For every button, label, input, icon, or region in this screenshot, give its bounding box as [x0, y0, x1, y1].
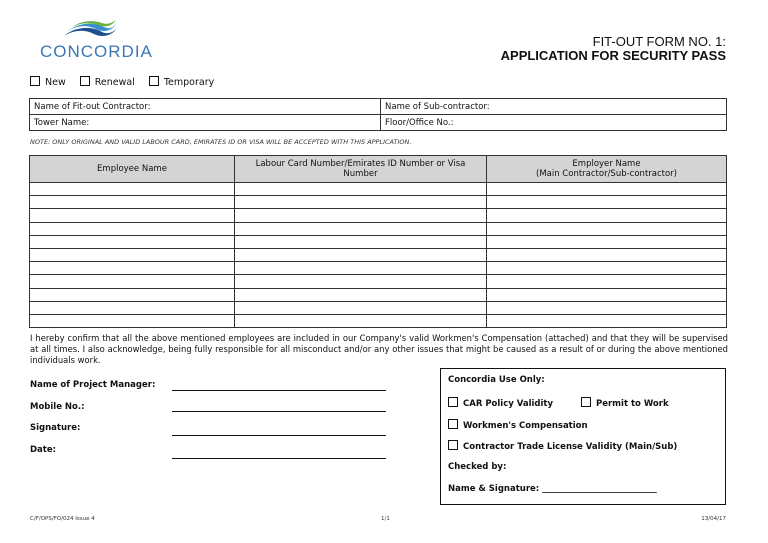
- id-number-cell[interactable]: [235, 262, 487, 275]
- type-option-temporary[interactable]: [149, 76, 214, 88]
- id-number-cell[interactable]: [235, 209, 487, 222]
- checkbox-icon[interactable]: [581, 397, 591, 407]
- id-number-cell[interactable]: [235, 288, 487, 301]
- table-row: [30, 301, 727, 314]
- employee-name-cell[interactable]: [30, 209, 235, 222]
- id-header-line2: Number: [343, 169, 378, 179]
- checkbox-icon[interactable]: [149, 76, 159, 86]
- issue-date: 13/04/17: [701, 516, 726, 522]
- concordia-use-box: [440, 368, 726, 505]
- table-row: [30, 209, 727, 222]
- checkbox-icon[interactable]: [448, 397, 458, 407]
- concordia-use-heading: Concordia Use Only:: [448, 375, 545, 385]
- employer-header-line1: Employer Name: [572, 159, 641, 169]
- employer-cell[interactable]: [487, 248, 727, 261]
- id-number-cell[interactable]: [235, 248, 487, 261]
- employer-name-header: [487, 156, 727, 183]
- table-row: [30, 262, 727, 275]
- trade-license-option[interactable]: [448, 440, 677, 452]
- id-number-cell[interactable]: [235, 275, 487, 288]
- id-number-cell[interactable]: [235, 235, 487, 248]
- employee-name-cell[interactable]: [30, 275, 235, 288]
- signature-input-line[interactable]: [172, 435, 386, 436]
- type-option-renewal[interactable]: [80, 76, 135, 88]
- name-signature-field[interactable]: Name & Signature: ___________________________: [448, 484, 657, 494]
- employer-cell[interactable]: [487, 275, 727, 288]
- table-row: [30, 288, 727, 301]
- employee-name-cell[interactable]: [30, 235, 235, 248]
- permit-option[interactable]: [581, 397, 669, 409]
- workmen-comp-option[interactable]: [448, 419, 588, 431]
- project-manager-input-line[interactable]: [172, 390, 386, 391]
- permit-label: Permit to Work: [596, 399, 669, 409]
- wave-logo-icon: [62, 20, 118, 42]
- employer-cell[interactable]: [487, 196, 727, 209]
- document-code: C/F/OPS/FO/024 Issue 4: [30, 516, 95, 522]
- table-row: [30, 222, 727, 235]
- car-policy-label: CAR Policy Validity: [463, 399, 554, 409]
- employee-name-cell[interactable]: [30, 248, 235, 261]
- checkbox-icon[interactable]: [30, 76, 40, 86]
- employer-cell[interactable]: [487, 314, 727, 327]
- employer-cell[interactable]: [487, 183, 727, 196]
- project-manager-label: Name of Project Manager:: [30, 380, 156, 390]
- id-number-cell[interactable]: [235, 314, 487, 327]
- employer-cell[interactable]: [487, 222, 727, 235]
- id-header-line1: Labour Card Number/Emirates ID Number or Visa: [255, 159, 466, 169]
- employee-name-cell[interactable]: [30, 314, 235, 327]
- logo-wordmark: CONCORDIA: [40, 42, 153, 61]
- mobile-input-line[interactable]: [172, 411, 386, 412]
- employee-name-header: Employee Name: [30, 156, 235, 183]
- fitout-contractor-field[interactable]: Name of Fit-out Contractor:: [30, 99, 381, 115]
- type-label: Temporary: [163, 77, 215, 88]
- checkbox-icon[interactable]: [448, 440, 458, 450]
- employer-cell[interactable]: [487, 262, 727, 275]
- type-label: Renewal: [94, 77, 135, 88]
- signature-label: Signature:: [30, 423, 81, 433]
- trade-license-label: Contractor Trade License Validity (Main/Sub): [463, 442, 678, 452]
- table-row: [30, 248, 727, 261]
- workmen-comp-label: Workmen's Compensation: [463, 421, 588, 431]
- id-number-cell[interactable]: [235, 196, 487, 209]
- sub-contractor-field[interactable]: Name of Sub-contractor:: [381, 99, 727, 115]
- type-label: New: [45, 77, 66, 88]
- table-row: [30, 235, 727, 248]
- table-row: [30, 183, 727, 196]
- car-policy-option[interactable]: [448, 397, 553, 409]
- id-number-header: [235, 156, 487, 183]
- checked-by-label: Checked by:: [448, 462, 507, 472]
- employer-cell[interactable]: [487, 288, 727, 301]
- table-row: [30, 275, 727, 288]
- employee-name-cell[interactable]: [30, 288, 235, 301]
- mobile-label: Mobile No.:: [30, 402, 85, 412]
- type-option-new[interactable]: [30, 76, 66, 88]
- concordia-logo: [40, 20, 153, 62]
- employee-table: [29, 155, 727, 328]
- id-number-cell[interactable]: [235, 183, 487, 196]
- checkbox-icon[interactable]: [448, 419, 458, 429]
- contractor-info-table: [29, 98, 727, 131]
- employer-header-line2: (Main Contractor/Sub-contractor): [536, 169, 677, 179]
- employee-name-cell[interactable]: [30, 222, 235, 235]
- employer-cell[interactable]: [487, 235, 727, 248]
- checkbox-icon[interactable]: [80, 76, 90, 86]
- id-requirement-note: NOTE: ONLY ORIGINAL AND VALID LABOUR CARD, EMIRATES ID OR VISA WILL BE ACCEPTED WITH THIS APPLICATION.: [30, 138, 412, 146]
- floor-office-field[interactable]: Floor/Office No.:: [381, 115, 727, 131]
- date-input-line[interactable]: [172, 458, 386, 459]
- declaration-text: I hereby confirm that all the above mentioned employees are included in our Company's valid Workmen's Compensation (attached) and that they will be supervised at all times. I also acknowledge, being fully responsible for all misconduct and/or any other issues that might be caused as a result of or during the above mentioned individuals work.: [30, 333, 728, 365]
- employee-name-cell[interactable]: [30, 262, 235, 275]
- table-row: [30, 314, 727, 327]
- tower-name-field[interactable]: Tower Name:: [30, 115, 381, 131]
- employer-cell[interactable]: [487, 301, 727, 314]
- date-label: Date:: [30, 445, 57, 455]
- application-type-options: [30, 76, 214, 88]
- employee-name-cell[interactable]: [30, 183, 235, 196]
- table-row: [30, 196, 727, 209]
- page-number: 1/1: [381, 516, 390, 522]
- form-title: APPLICATION FOR SECURITY PASS: [500, 48, 726, 63]
- id-number-cell[interactable]: [235, 301, 487, 314]
- employee-name-cell[interactable]: [30, 301, 235, 314]
- id-number-cell[interactable]: [235, 222, 487, 235]
- employer-cell[interactable]: [487, 209, 727, 222]
- employee-name-cell[interactable]: [30, 196, 235, 209]
- form-number-title: FIT-OUT FORM NO. 1:: [592, 34, 726, 49]
